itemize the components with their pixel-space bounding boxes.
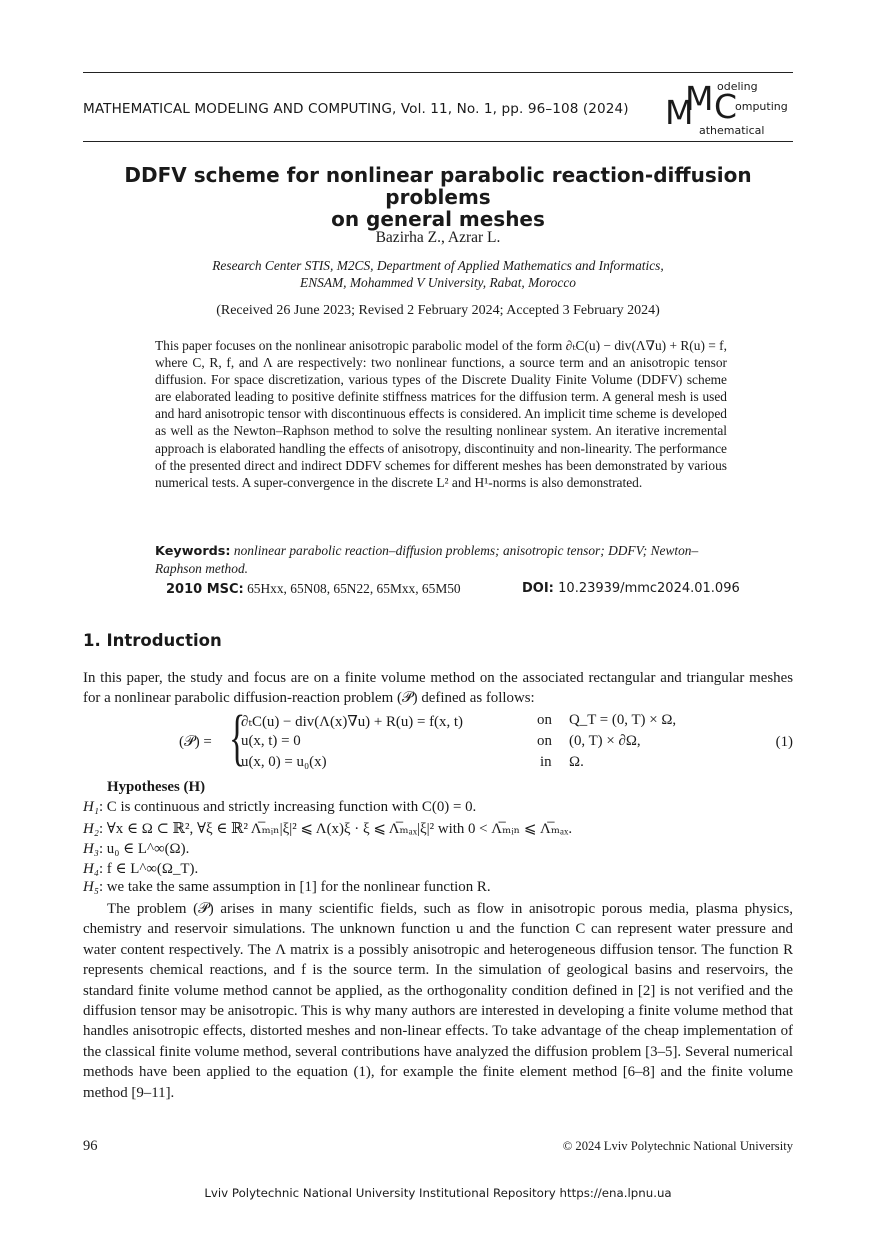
submission-dates: (Received 26 June 2023; Revised 2 February 2024; Accepted 3 February 2024) (216, 303, 660, 318)
intro-paragraph: In this paper, the study and focus are on a finite volume method on the associated rectangular and triangular meshes for a nonlinear parabolic diffusion-reaction problem (𝒫) defined as follows: (83, 670, 793, 707)
header-top-rule (83, 72, 793, 73)
msc-classification (166, 581, 461, 597)
logo-letter-m-modeling: M (685, 79, 714, 118)
equation-row-1-cond: on (537, 712, 552, 728)
msc-label: 2010 MSC: (166, 582, 244, 597)
problem-paragraph: The problem (𝒫) arises in many scientific fields, such as flow in anisotropic porous media, plasma physics, chemistry and reservoir simulations. The unknown function u and the function C can represent water pressure and water content respectively. The Λ matrix is a possibly anisotropic and heterogeneous diffusion tensor. The function R represents chemical reactions, and f is the source term. In the simulation of geological basins and reservoirs, the standard finite volume method cannot be applied, as the orthogonality condition defined in [2] is not verified and the diffusion tensor may be anisotropic. This is why many authors are interested in developing a finite volume method that handles anisotropic effects, distorted meshes and non-linear effects. To take advantage of the cheap implementation of the classical finite volume method, several contributions have analyzed the diffusion problem [3–5]. Several numerical methods have been applied to the equation (1), for example the finite element method [6–8] and the finite volume method [9–11]. (83, 901, 793, 1101)
hypothesis-text: : C is continuous and strictly increasing function with C(0) = 0. (98, 799, 477, 815)
logo-letter-c: C (714, 87, 738, 126)
hypothesis-item (83, 819, 572, 838)
hypothesis-key: H₃ (83, 841, 99, 857)
equation-row-3-domain: Ω. (569, 754, 584, 770)
article-title-line-2: on general meshes (331, 207, 545, 231)
author-affiliation (140, 257, 736, 291)
logo-text-odeling: odeling (717, 80, 758, 93)
keywords-text: nonlinear parabolic reaction–diffusion problems; anisotropic tensor; DDFV; Newton–Raphson method. (155, 543, 699, 577)
equation-label: (𝒫) = (179, 734, 212, 750)
journal-citation: MATHEMATICAL MODELING AND COMPUTING, Vol. 11, No. 1, pp. 96–108 (2024) (83, 101, 629, 117)
hypothesis-text: : ∀x ∈ Ω ⊂ ℝ², ∀ξ ∈ ℝ² Λ̅ₘᵢₙ|ξ|² ⩽ Λ(x)ξ · ξ ⩽ Λ̅ₘₐₓ|ξ|² with 0 < Λ̅ₘᵢₙ ⩽ Λ̅ₘₐₓ. (98, 821, 573, 837)
equation-row-3-lhs: u(x, 0) = u₀(x) (241, 754, 327, 770)
equation-row-1-lhs: ∂ₜC(u) − div(Λ(x)∇u) + R(u) = f(x, t) (241, 714, 463, 730)
keywords-label: Keywords: (155, 544, 231, 559)
doi-label: DOI: (522, 581, 554, 596)
logo-text-omputing: omputing (735, 100, 788, 113)
hypothesis-text: : u₀ ∈ L^∞(Ω). (98, 841, 190, 857)
affiliation-line-1: Research Center STIS, M2CS, Department of Applied Mathematics and Informatics, (212, 258, 664, 273)
hypothesis-key: H₅ (83, 879, 99, 895)
msc-value: 65Hxx, 65N08, 65N22, 65Mxx, 65M50 (247, 581, 461, 596)
hypothesis-item (83, 859, 198, 878)
equation-problem-p (83, 704, 793, 776)
hypothesis-item (83, 839, 189, 858)
header-bottom-rule (83, 141, 793, 142)
copyright-notice: © 2024 Lviv Polytechnic National University (562, 1139, 793, 1153)
equation-brace: { (229, 704, 246, 772)
doi (522, 581, 740, 596)
equation-row-1-domain: Q_T = (0, T) × Ω, (569, 712, 677, 728)
hypothesis-key: H₁ (83, 799, 99, 815)
hypothesis-key: H₂ (83, 821, 99, 837)
equation-row-2-cond: on (537, 733, 552, 749)
hypothesis-item (83, 799, 476, 816)
equation-row-3-cond: in (540, 754, 552, 770)
doi-link[interactable]: 10.23939/mmc2024.01.096 (558, 581, 740, 596)
equation-row-2-lhs: u(x, t) = 0 (241, 733, 301, 749)
article-title-line-1: DDFV scheme for nonlinear parabolic reaction-diffusion problems (124, 163, 752, 209)
page-number: 96 (83, 1138, 98, 1154)
hypothesis-text: : we take the same assumption in [1] for the nonlinear function R. (98, 879, 491, 895)
abstract: This paper focuses on the nonlinear anisotropic parabolic model of the form ∂ₜC(u) − div(Λ∇u) + R(u) = f, where C, R, f, and Λ are respectively: two nonlinear functions, a source term and an anisotropic tensor diffusion. For space discretization, various types of the Discrete Duality Finite Volume (DDFV) scheme are elaborated leading to positive definite stiffness matrices for the diffusion term. A general mesh is used and hard anisotropic tensor with discontinuous effects is considered. An implicit time scheme is developed as well as the Newton–Raphson method to solve the resulting nonlinear system. An iterative incremental approach is elaborated handling the effects of anisotropy, discontinuity and non-linearity. The performance of the presented direct and indirect DDFV schemes for different meshes has been demonstrated by various numerical tests. A super-convergence in the discrete L² and H¹-norms is also demonstrated. (155, 338, 727, 490)
section-heading-introduction: 1. Introduction (83, 631, 222, 650)
article-authors: Bazirha Z., Azrar L. (375, 229, 501, 246)
equation-row-2-domain: (0, T) × ∂Ω, (569, 733, 641, 749)
logo-text-athematical: athematical (699, 124, 765, 137)
keywords (155, 542, 727, 577)
hypothesis-item (83, 879, 491, 896)
affiliation-line-2: ENSAM, Mohammed V University, Rabat, Morocco (300, 275, 576, 290)
hypothesis-key: H₄ (83, 861, 99, 877)
hypothesis-text: : f ∈ L^∞(Ω_T). (98, 861, 199, 877)
article-title (83, 164, 793, 230)
journal-logo (665, 80, 793, 138)
hypotheses-heading: Hypotheses (H) (107, 779, 206, 795)
logo-letter-m-large: M (665, 93, 694, 132)
repository-footer: Lviv Polytechnic National University Institutional Repository https://ena.lpnu.ua (204, 1186, 672, 1200)
equation-number: (1) (775, 734, 793, 750)
